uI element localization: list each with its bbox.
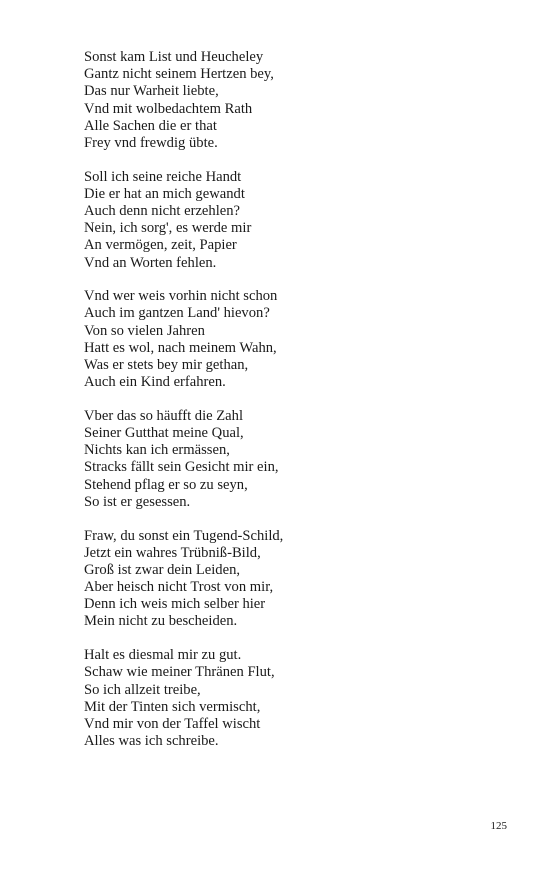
poem-line: Aber heisch nicht Trost von mir, (84, 579, 274, 596)
poem-line: Alle Sachen die er that (84, 117, 217, 134)
poem-text (84, 49, 504, 767)
page-number: 125 (490, 820, 507, 832)
stanza-1 (84, 49, 504, 152)
poem-line: Seiner Gutthat meine Qual, (84, 425, 244, 442)
stanza-5 (84, 528, 504, 631)
poem-line: Gantz nicht seinem Hertzen bey, (84, 66, 274, 83)
stanza-6 (84, 647, 504, 750)
poem-line: Alles was ich schreibe. (84, 733, 219, 750)
poem-line: Sonst kam List und Heucheley (84, 49, 264, 65)
poem-line: Auch denn nicht erzehlen? (84, 203, 240, 219)
poem-line: Frey vnd frewdig übte. (84, 134, 218, 151)
poem-line: Hatt es wol, nach meinem Wahn, (84, 339, 277, 356)
poem-line: Fraw, du sonst ein Tugend-Schild, (84, 527, 284, 544)
stanza-2 (84, 169, 504, 272)
poem-line: So ich allzeit treibe, (84, 681, 201, 698)
poem-line: Von so vielen Jahren (84, 322, 205, 339)
poem-line: Mit der Tinten sich vermischt, (84, 698, 261, 715)
poem-line: Auch ein Kind erfahren. (84, 374, 226, 391)
poem-line: An vermögen, zeit, Papier (84, 237, 237, 254)
poem-line: Soll ich seine reiche Handt (84, 168, 242, 185)
poem-line: Auch im gantzen Land' hievon? (84, 305, 270, 322)
poem-line: Jetzt ein wahres Trübniß-Bild, (84, 544, 261, 561)
poem-line: Die er hat an mich gewandt (84, 185, 245, 202)
poem-line: Vnd mir von der Taffel wischt (84, 715, 261, 732)
stanza-3 (84, 288, 504, 391)
poem-line: Groß ist zwar dein Leiden, (84, 561, 241, 578)
poem-line: Vnd an Worten fehlen. (84, 254, 217, 271)
poem-line: Vnd mit wolbedachtem Rath (84, 100, 253, 117)
poem-line: So ist er gesessen. (84, 493, 191, 510)
poem-line: Schaw wie meiner Thränen Flut, (84, 664, 275, 681)
poem-line: Mein nicht zu bescheiden. (84, 613, 238, 630)
poem-line: Nichts kan ich ermässen, (84, 442, 230, 459)
poem-line: Was er stets bey mir gethan, (84, 357, 249, 373)
poem-line: Vnd wer weis vorhin nicht schon (84, 288, 278, 305)
stanza-4 (84, 408, 504, 511)
poem-line: Denn ich weis mich selber hier (84, 596, 266, 613)
poem-line: Stracks fällt sein Gesicht mir ein, (84, 459, 279, 476)
poem-line: Stehend pflag er so zu seyn, (84, 476, 248, 493)
poem-line: Halt es diesmal mir zu gut. (84, 647, 242, 664)
poem-line: Das nur Warheit liebte, (84, 83, 219, 100)
poem-line: Vber das so häufft die Zahl (84, 407, 243, 424)
poem-line: Nein, ich sorg', es werde mir (84, 220, 252, 237)
